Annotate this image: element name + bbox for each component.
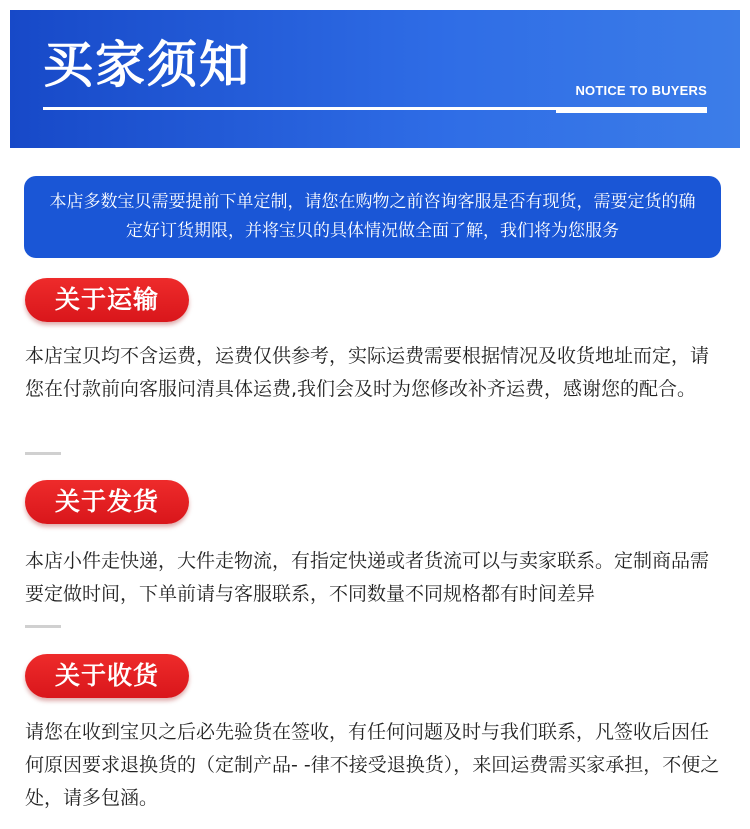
header-underline	[43, 107, 556, 110]
header-banner	[10, 10, 740, 148]
section-divider	[25, 452, 61, 455]
section-title-shipping: 关于运输	[25, 278, 189, 322]
page-subtitle: NOTICE TO BUYERS	[575, 83, 707, 98]
section-body-delivery: 本店小件走快递，大件走物流，有指定快递或者货流可以与卖家联系。定制商品需要定做时间，下单前请与客服联系，不同数量不同规格都有时间差异	[25, 550, 710, 605]
section-body-receiving: 请您在收到宝贝之后必先验货在签收，有任何问题及时与我们联系，凡签收后因任何原因要求退换货的（定制产品- -律不接受退换货），来回运费需买家承担，不便之处，请多包涵。	[25, 721, 720, 809]
intro-notice-box	[24, 176, 721, 258]
page-title: 买家须知	[43, 36, 251, 94]
section-divider	[25, 625, 61, 628]
header-subtitle-underline	[556, 107, 707, 113]
intro-text: 本店多数宝贝需要提前下单定制，请您在购物之前咨询客服是否有现货，需要定货的确定好订货期限，并将宝贝的具体情况做全面了解，我们将为您服务	[49, 192, 696, 241]
section-title-receiving: 关于收货	[25, 654, 189, 698]
section-body-shipping: 本店宝贝均不含运费，运费仅供参考，实际运费需要根据情况及收货地址而定，请您在付款前向客服问清具体运费,我们会及时为您修改补齐运费，感谢您的配合。	[25, 345, 710, 400]
section-title-delivery: 关于发货	[25, 480, 189, 524]
